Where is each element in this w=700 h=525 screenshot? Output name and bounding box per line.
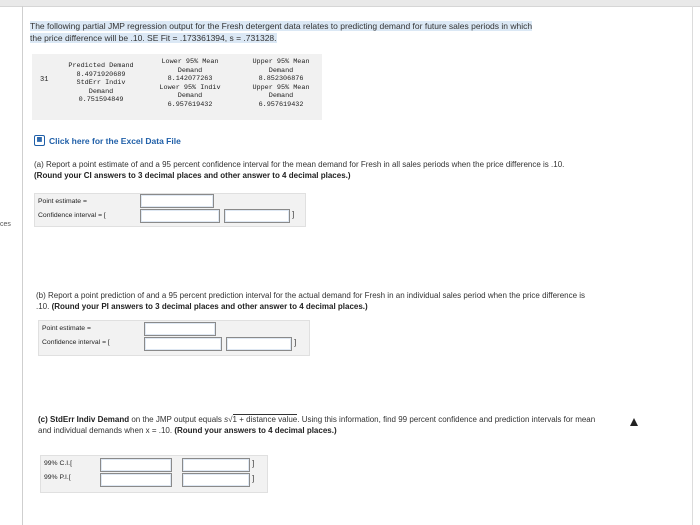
jmp-cell: Upper 95% Mean	[252, 83, 310, 92]
radical-icon: √	[228, 415, 233, 424]
jmp-cell: Upper 95% Mean	[252, 58, 310, 66]
part-a-ci-label: Confidence interval = [	[38, 212, 106, 219]
part-b-point-input[interactable]	[144, 322, 216, 336]
part-c-ci-upper-input[interactable]	[182, 458, 250, 472]
excel-data-link[interactable]	[34, 135, 181, 146]
part-b-question	[36, 290, 596, 312]
jmp-cell: 8.142077263	[167, 75, 213, 84]
jmp-column-lower	[150, 58, 230, 110]
jmp-cell: Demand	[268, 92, 294, 101]
jmp-cell: Demand	[177, 66, 203, 75]
jmp-row-number: 31	[40, 76, 49, 84]
part-c-rounding-note: (Round your answers to 4 decimal places.)	[174, 426, 337, 435]
radical-expression: 1 + distance value	[232, 415, 298, 424]
jmp-cell: Lower 95% Mean	[161, 58, 219, 66]
part-c-question	[38, 414, 608, 436]
right-divider	[692, 6, 693, 525]
file-icon: ▦	[34, 135, 45, 146]
part-a-ci-upper-input[interactable]	[224, 209, 290, 223]
part-c-ci-label: 99% C.I.[	[44, 460, 72, 467]
part-a-close-bracket: ]	[292, 210, 295, 219]
left-divider	[22, 6, 23, 525]
part-a-point-input[interactable]	[140, 194, 214, 208]
part-a-rounding-note: (Round your CI answers to 3 decimal places and other answer to 4 decimal places.)	[34, 171, 351, 180]
jmp-cell: Predicted Demand	[68, 62, 134, 70]
jmp-cell: Demand	[177, 92, 203, 101]
jmp-column-upper	[242, 58, 320, 110]
part-c-pi-lower-input[interactable]	[100, 473, 172, 487]
part-c-text-1: on the JMP output equals	[129, 415, 225, 424]
part-c-text-2: . Using this information, find 99 percent confidence and prediction intervals for mean and individual demands when	[38, 415, 596, 435]
jmp-cell: 6.957619432	[167, 100, 213, 109]
part-b-close-bracket: ]	[294, 338, 297, 347]
part-c-label: (c) StdErr Indiv Demand	[38, 415, 130, 424]
part-c-ci-close-bracket: ]	[252, 459, 255, 468]
part-b-point-label: Point estimate =	[42, 325, 91, 332]
jmp-cell: Lower 95% Indiv	[159, 83, 221, 92]
part-c-x-value: x = .10.	[145, 426, 173, 435]
intro-line-2: the price difference will be .10. SE Fit = .173361394, s = .731328.	[30, 33, 277, 43]
excel-link-text[interactable]: Click here for the Excel Data File	[49, 135, 181, 146]
part-b-text: (b) Report a point prediction of and a 95 percent prediction interval for the actual demand for Fresh in an individual sales period when the price difference is .10.	[36, 291, 586, 311]
jmp-cell: Demand	[88, 87, 114, 96]
top-bar	[0, 0, 700, 7]
part-c-ci-lower-input[interactable]	[100, 458, 172, 472]
part-b-ci-lower-input[interactable]	[144, 337, 222, 351]
part-c-pi-close-bracket: ]	[252, 474, 255, 483]
jmp-cell: 6.957619432	[258, 100, 304, 109]
mouse-cursor-icon	[630, 418, 638, 426]
part-a-ci-lower-input[interactable]	[140, 209, 220, 223]
jmp-cell: StdErr Indiv	[76, 79, 126, 88]
part-b-ci-upper-input[interactable]	[226, 337, 292, 351]
jmp-cell: Demand	[268, 66, 294, 75]
problem-intro	[30, 20, 630, 44]
jmp-cell: 0.751594849	[78, 96, 124, 105]
jmp-cell: 8.4971920689	[76, 70, 126, 79]
s-symbol: s	[224, 415, 229, 424]
part-b-rounding-note: (Round your PI answers to 3 decimal places and other answer to 4 decimal places.)	[51, 302, 368, 311]
jmp-cell: 8.852306876	[258, 75, 304, 84]
side-fragment-text: ces	[0, 221, 11, 228]
part-a-point-label: Point estimate =	[38, 198, 87, 205]
part-c-pi-label: 99% P.I.[	[44, 474, 71, 481]
part-b-ci-label: Confidence interval = [	[42, 339, 110, 346]
part-a-text: (a) Report a point estimate of and a 95 percent confidence interval for the mean demand for Fresh in all sales periods when the price difference is .10.	[34, 160, 565, 169]
jmp-output-table	[32, 54, 322, 120]
intro-line-1: The following partial JMP regression output for the Fresh detergent data relates to predicting demand for future sales periods in which	[30, 21, 533, 31]
part-a-question	[34, 159, 594, 181]
part-c-pi-upper-input[interactable]	[182, 473, 250, 487]
jmp-column-predicted	[56, 62, 146, 105]
